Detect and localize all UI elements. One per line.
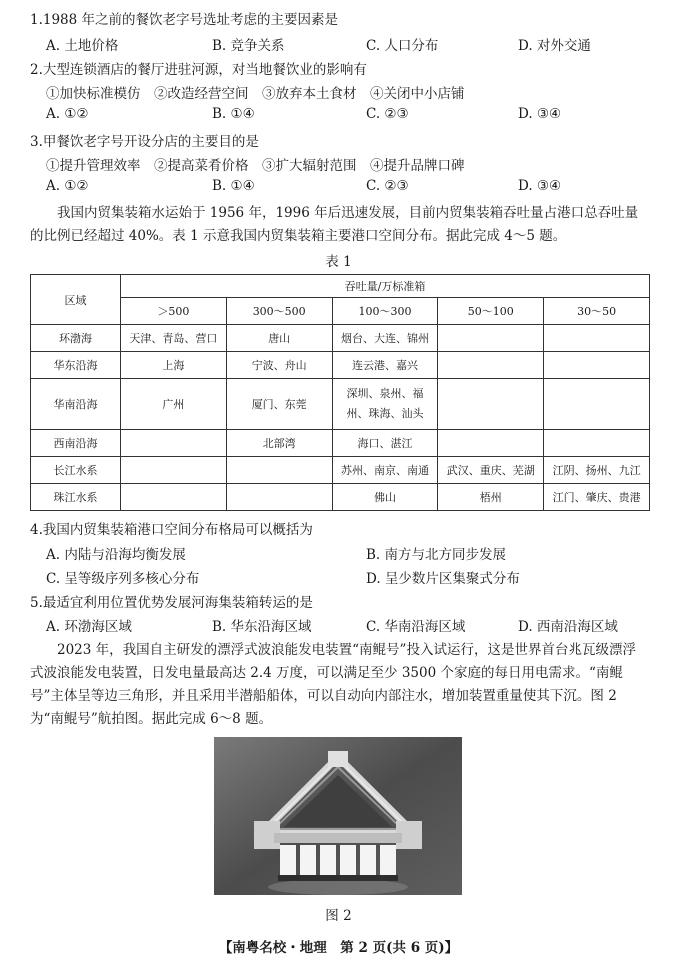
q5-option-c: C. 华南沿海区域 xyxy=(366,619,466,635)
table-cell xyxy=(121,484,227,511)
q3-option-b: B. ①④ xyxy=(212,178,255,194)
passage-nankun-device: 2023 年，我国自主研发的漂浮式波浪能发电装置“南鲲号”投入试运行，这是世界首台兆瓦级漂浮式波浪能发电装置，日发电量最高达 2.4 万度，可以满足至少 3500 个家庭的每日用电需求。“南鲲号”主体呈等边三角形，并且采用半潜船船体，可以自动向内部注水，增加装置重量使其下沉。图 2 为“南鲲号”航拍图。据此完成 6～8 题。 xyxy=(30,642,636,727)
q1-option-b: B. 竞争关系 xyxy=(212,38,285,54)
q1-option-d: D. 对外交通 xyxy=(518,38,591,54)
table-cell: 烟台、大连、锦州 xyxy=(332,325,438,352)
port-distribution-table xyxy=(30,274,650,511)
table-cell: 江门、肇庆、贵港 xyxy=(544,484,650,511)
table-cell: 海口、湛江 xyxy=(332,430,438,457)
nankun-aerial-photo-drawing xyxy=(214,737,462,895)
q2-option-d: D. ③④ xyxy=(518,106,562,122)
table-row xyxy=(31,379,650,430)
q4-option-d: D. 呈少数片区集聚式分布 xyxy=(366,571,520,587)
q4-stem: 4.我国内贸集装箱港口空间分布格局可以概括为 xyxy=(30,522,313,538)
table-cell-region: 长江水系 xyxy=(31,457,121,484)
table-cell-region: 珠江水系 xyxy=(31,484,121,511)
table-cell: 武汉、重庆、芜湖 xyxy=(438,457,544,484)
q5-option-a: A. 环渤海区域 xyxy=(46,619,132,635)
table-cell xyxy=(438,430,544,457)
table-cell: 江阴、扬州、九江 xyxy=(544,457,650,484)
table-cell: 宁波、舟山 xyxy=(226,352,332,379)
q2-option-a: A. ①② xyxy=(46,106,89,122)
table-cell xyxy=(438,379,544,430)
table-cell: 连云港、嘉兴 xyxy=(332,352,438,379)
q2-stem: 2.大型连锁酒店的餐厅进驻河源，对当地餐饮业的影响有 xyxy=(30,62,367,78)
q4-option-b: B. 南方与北方同步发展 xyxy=(366,547,507,563)
q3-option-a: A. ①② xyxy=(46,178,89,194)
table-row xyxy=(31,484,650,511)
table-row xyxy=(31,430,650,457)
table-cell-region: 华南沿海 xyxy=(31,379,121,430)
table-cell xyxy=(544,379,650,430)
q2-option-b: B. ①④ xyxy=(212,106,255,122)
q5-option-d: D. 西南沿海区域 xyxy=(518,619,618,635)
q1-stem: 1.1988 年之前的餐饮老字号选址考虑的主要因素是 xyxy=(30,12,339,28)
table-cell xyxy=(121,430,227,457)
table-cell xyxy=(438,352,544,379)
table-row xyxy=(31,352,650,379)
table-cell-region: 华东沿海 xyxy=(31,352,121,379)
table-row xyxy=(31,325,650,352)
q2-items: ①加快标准模仿 ②改造经营空间 ③放弃本土食材 ④关闭中小店铺 xyxy=(46,86,465,102)
q3-items: ①提升管理效率 ②提高菜肴价格 ③扩大辐射范围 ④提升品牌口碑 xyxy=(46,158,465,174)
q4-option-c: C. 呈等级序列多核心分布 xyxy=(46,571,200,587)
page-footer: 【南粤名校・地理 第 2 页(共 6 页)】 xyxy=(218,940,459,956)
table-header-region: 区域 xyxy=(31,275,121,325)
table-cell-region: 环渤海 xyxy=(31,325,121,352)
table-cell xyxy=(226,457,332,484)
table-header-throughput: 吞吐量/万标准箱 xyxy=(121,275,650,298)
table-cell: 唐山 xyxy=(226,325,332,352)
q3-stem: 3.甲餐饮老字号开设分店的主要目的是 xyxy=(30,134,259,150)
table-cell: 天津、青岛、营口 xyxy=(121,325,227,352)
table-cell: 北部湾 xyxy=(226,430,332,457)
table-col-header: ＞500 xyxy=(121,298,227,325)
table-col-header: 30～50 xyxy=(544,298,650,325)
nankun-aerial-photo xyxy=(214,737,462,895)
q3-option-c: C. ②③ xyxy=(366,178,409,194)
table-caption: 表 1 xyxy=(325,254,352,270)
figure-caption: 图 2 xyxy=(325,908,352,924)
table-cell: 苏州、南京、南通 xyxy=(332,457,438,484)
table-cell: 梧州 xyxy=(438,484,544,511)
q5-option-b: B. 华东沿海区域 xyxy=(212,619,312,635)
q3-option-d: D. ③④ xyxy=(518,178,562,194)
q1-option-c: C. 人口分布 xyxy=(366,38,439,54)
table-row xyxy=(31,457,650,484)
table-cell-region: 西南沿海 xyxy=(31,430,121,457)
q2-option-c: C. ②③ xyxy=(366,106,409,122)
table-cell: 广州 xyxy=(121,379,227,430)
q4-option-a: A. 内陆与沿海均衡发展 xyxy=(46,547,186,563)
table-cell: 佛山 xyxy=(332,484,438,511)
table-cell xyxy=(544,352,650,379)
table-col-header: 100～300 xyxy=(332,298,438,325)
table-cell xyxy=(226,484,332,511)
table-cell: 深圳、泉州、福州、珠海、汕头 xyxy=(332,379,438,430)
table-cell xyxy=(544,325,650,352)
table-cell: 上海 xyxy=(121,352,227,379)
table-cell: 厦门、东莞 xyxy=(226,379,332,430)
table-cell xyxy=(544,430,650,457)
passage-container-ports: 我国内贸集装箱水运始于 1956 年，1996 年后迅速发展，目前内贸集装箱吞吐量占港口总吞吐量的比例已经超过 40%。表 1 示意我国内贸集装箱主要港口空间分布。据此完成 4～5 题。 xyxy=(30,205,639,244)
table-cell xyxy=(438,325,544,352)
table-col-header: 50～100 xyxy=(438,298,544,325)
q1-option-a: A. 土地价格 xyxy=(46,38,119,54)
table-col-header: 300～500 xyxy=(226,298,332,325)
q5-stem: 5.最适宜利用位置优势发展河海集装箱转运的是 xyxy=(30,595,313,611)
table-cell xyxy=(121,457,227,484)
